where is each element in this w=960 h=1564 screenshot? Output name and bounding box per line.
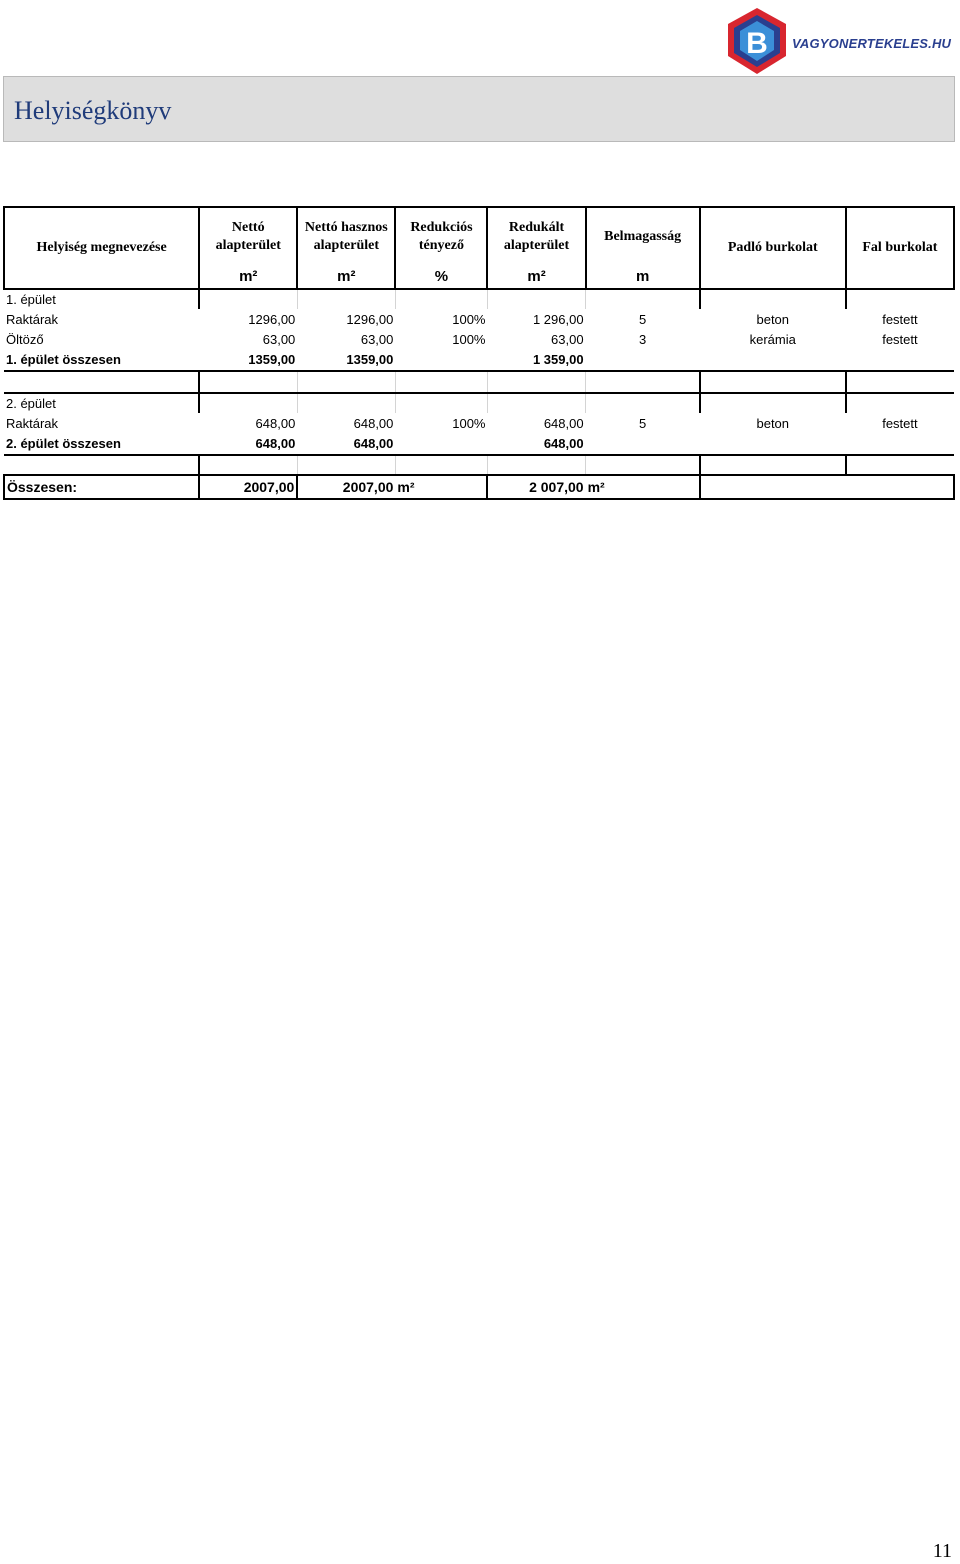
total-row xyxy=(4,475,954,499)
subtotal-net-area: 648,00 xyxy=(255,436,296,451)
header-floor: Padló burkolat xyxy=(700,207,846,289)
cell-wall: festett xyxy=(882,415,918,431)
cell-name: Raktárak xyxy=(6,415,59,431)
unit-reduction-factor: % xyxy=(395,265,487,289)
cell-net-area: 648,00 xyxy=(255,415,296,431)
unit-reduced-area: m² xyxy=(487,265,585,289)
cell-reduction-factor: 100% xyxy=(452,415,486,431)
cell-name: Raktárak xyxy=(6,311,59,327)
header-net-area: Nettó alapterület xyxy=(199,207,297,265)
header-reduction-factor: Redukciós tényező xyxy=(395,207,487,265)
cell-net-useful-area: 1296,00 xyxy=(346,311,394,327)
total-reduced-area: 2 007,00 xyxy=(487,475,585,499)
subtotal-net-useful-area: 1359,00 xyxy=(346,352,394,367)
cell-name: Öltöző xyxy=(6,331,44,347)
subtotal-label: 1. épület összesen xyxy=(6,352,121,367)
spacer-row xyxy=(4,371,954,393)
unit-height: m xyxy=(586,265,700,289)
subtotal-row xyxy=(4,433,954,455)
total-reduced-unit: m² xyxy=(586,475,700,499)
cell-net-area: 1296,00 xyxy=(248,311,296,327)
cell-reduced-area: 648,00 xyxy=(543,415,584,431)
header-net-useful-area: Nettó hasznos alapterület xyxy=(297,207,395,265)
section-label: 2. épület xyxy=(4,393,199,413)
cell-reduced-area: 1 296,00 xyxy=(532,311,584,327)
subtotal-row xyxy=(4,349,954,371)
header-row xyxy=(4,207,954,265)
cell-net-useful-area: 63,00 xyxy=(360,331,394,347)
cell-height: 5 xyxy=(639,415,647,431)
cell-reduction-factor: 100% xyxy=(452,331,486,347)
subtotal-reduced-area: 1 359,00 xyxy=(532,352,584,367)
cell-reduced-area: 63,00 xyxy=(551,331,584,347)
table-row xyxy=(4,413,954,433)
room-book-table xyxy=(3,206,955,500)
total-label: Összesen: xyxy=(4,475,199,499)
cell-net-area: 63,00 xyxy=(262,331,296,347)
cell-wall: festett xyxy=(882,311,918,327)
cell-reduction-factor: 100% xyxy=(452,311,486,327)
cell-net-useful-area: 648,00 xyxy=(353,415,394,431)
unit-net-area: m² xyxy=(199,265,297,289)
cell-height: 5 xyxy=(639,311,647,327)
brand-name: VAGYONERTEKELES.HU xyxy=(792,36,952,51)
brand-logo xyxy=(722,6,958,76)
cell-floor: beton xyxy=(756,415,790,431)
subtotal-reduced-area: 648,00 xyxy=(543,436,584,451)
cell-height: 3 xyxy=(639,331,647,347)
total-net-area: 2007,00 xyxy=(199,475,297,499)
cell-wall: festett xyxy=(882,331,918,347)
subtotal-net-useful-area: 648,00 xyxy=(353,436,394,451)
section-row xyxy=(4,289,954,309)
subtotal-label: 2. épület összesen xyxy=(6,436,121,451)
cell-floor: beton xyxy=(756,311,790,327)
section-label: 1. épület xyxy=(4,289,199,309)
spacer-row xyxy=(4,455,954,475)
unit-net-useful-area: m² xyxy=(297,265,395,289)
cell-floor: kerámia xyxy=(749,331,796,347)
page-number: 11 xyxy=(932,1540,952,1562)
svg-text:B: B xyxy=(746,27,768,60)
title-banner xyxy=(3,76,955,142)
table-row xyxy=(4,329,954,349)
total-net-useful-area: 2007,00 xyxy=(297,475,395,499)
page-title: Helyiségkönyv xyxy=(14,96,172,125)
shield-logo-icon xyxy=(722,6,792,76)
total-net-useful-unit: m² xyxy=(395,475,487,499)
subtotal-net-area: 1359,00 xyxy=(248,352,296,367)
header-height: Belmagasság xyxy=(586,207,700,265)
header-reduced-area: Redukált alapterület xyxy=(487,207,585,265)
table-row xyxy=(4,309,954,329)
header-name: Helyiség megnevezése xyxy=(4,207,199,289)
section-row xyxy=(4,393,954,413)
header-wall: Fal burkolat xyxy=(846,207,954,289)
